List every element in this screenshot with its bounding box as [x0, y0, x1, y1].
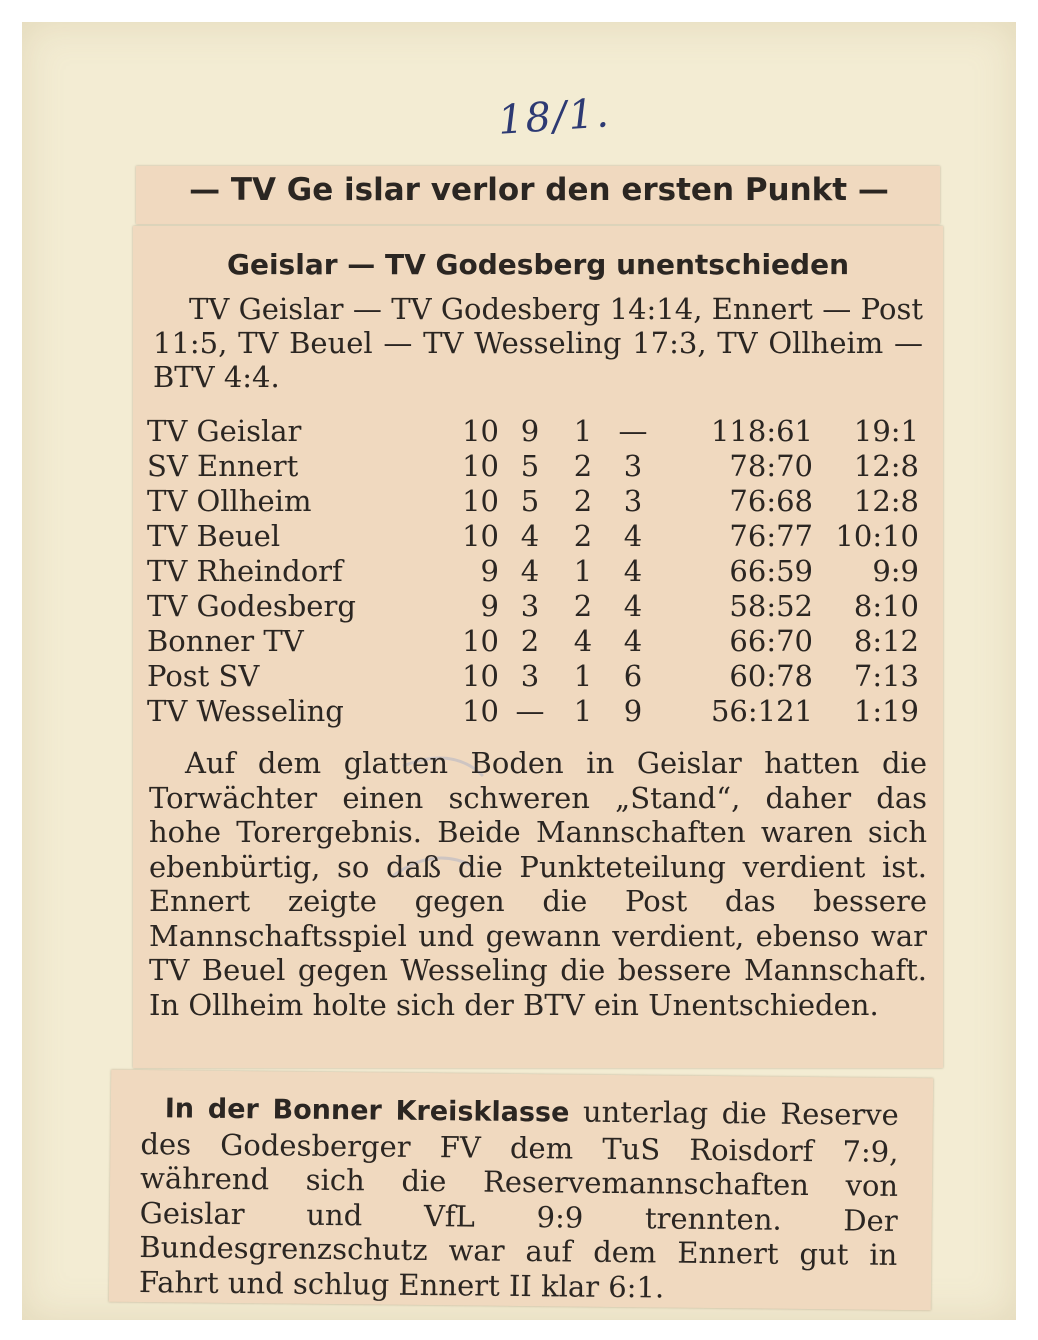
games-played: 10	[462, 484, 499, 518]
games-won: 9	[520, 414, 540, 448]
games-played: 10	[462, 414, 499, 448]
games-played: 10	[462, 519, 499, 553]
games-played: 10	[462, 694, 499, 728]
games-played: 9	[480, 554, 499, 588]
team-name: Post SV	[147, 659, 260, 693]
team-name: TV Beuel	[147, 519, 281, 553]
standings-row	[147, 519, 919, 554]
standings-row	[147, 484, 919, 519]
points-ratio: 7:13	[853, 659, 919, 693]
games-played: 9	[480, 589, 499, 623]
games-lost: —	[618, 414, 648, 448]
games-played: 10	[462, 624, 499, 658]
games-won: 3	[520, 589, 540, 623]
reserve-paragraph	[139, 1090, 899, 1307]
games-drawn: 1	[573, 554, 593, 588]
games-drawn: 1	[573, 659, 593, 693]
standings-table	[147, 414, 919, 729]
standings-row	[147, 589, 919, 624]
points-ratio: 8:12	[853, 624, 919, 658]
games-lost: 3	[623, 449, 643, 483]
standings-row	[147, 414, 919, 449]
games-drawn: 2	[573, 519, 593, 553]
games-drawn: 2	[573, 449, 593, 483]
games-won: 4	[520, 519, 540, 553]
games-lost: 4	[623, 554, 643, 588]
article-subhead: Geislar — TV Godesberg unentschieden	[226, 248, 850, 281]
goal-ratio: 118:61	[710, 414, 813, 448]
report-text: Auf dem glatten Boden in Geislar hatten die Torwächter einen schweren „Stand“, daher das hohe Torergebnis. Beide Mannschaften waren sich ebenbürtig, so daß die Punkteteilung verdient ist. Ennert zeigte gegen die Post das bessere Mannschaftsspiel und gewann verdient, ebenso war TV Beuel gegen Wesseling die bessere Mannschaft. In Ollheim holte sich der BTV ein Unentschieden.	[149, 746, 927, 1022]
goal-ratio: 76:68	[729, 484, 813, 518]
points-ratio: 1:19	[853, 694, 919, 728]
album-page	[22, 22, 1016, 1320]
games-lost: 6	[623, 659, 643, 693]
goal-ratio: 60:78	[729, 659, 813, 693]
points-ratio: 8:10	[853, 589, 919, 623]
standings-row	[147, 659, 919, 694]
team-name: SV Ennert	[147, 449, 299, 483]
points-ratio: 19:1	[853, 414, 919, 448]
games-played: 10	[462, 659, 499, 693]
goal-ratio: 76:77	[729, 519, 813, 553]
games-played: 10	[462, 449, 499, 483]
games-lost: 4	[623, 589, 643, 623]
goal-ratio: 58:52	[729, 589, 813, 623]
points-ratio: 12:8	[853, 484, 919, 518]
games-lost: 3	[623, 484, 643, 518]
goal-ratio: 56:121	[710, 694, 813, 728]
team-name: TV Wesseling	[147, 694, 344, 728]
goal-ratio: 66:70	[729, 624, 813, 658]
results-paragraph	[153, 292, 923, 394]
headline-clipping	[136, 166, 940, 224]
team-name: Bonner TV	[147, 624, 304, 658]
report-paragraph	[149, 746, 927, 1022]
games-drawn: 2	[573, 589, 593, 623]
points-ratio: 12:8	[853, 449, 919, 483]
headline: — TV Ge islar verlor den ersten Punkt —	[189, 172, 889, 208]
team-name: TV Rheindorf	[147, 554, 343, 588]
team-name: TV Godesberg	[147, 589, 356, 623]
goal-ratio: 78:70	[729, 449, 813, 483]
standings-row	[147, 694, 919, 729]
standings-row	[147, 449, 919, 484]
games-won: 4	[520, 554, 540, 588]
games-won: 3	[520, 659, 540, 693]
reserve-lead: In der Bonner Kreisklasse	[164, 1093, 570, 1129]
games-drawn: 1	[573, 414, 593, 448]
games-won: 5	[520, 484, 540, 518]
games-won: 5	[520, 449, 540, 483]
team-name: TV Geislar	[147, 414, 302, 448]
games-drawn: 2	[573, 484, 593, 518]
games-drawn: 4	[573, 624, 593, 658]
reserve-text: unterlag die Reserve des Godesberger FV dem TuS Roisdorf 7:9, während sich die Reservemannschaften von Geislar und VfL 9:9 trennten. Der Bundesgrenzschutz war auf dem Ennert gut in Fahrt und schlug Ennert II klar 6:1.	[138, 1094, 899, 1305]
games-won: 2	[520, 624, 540, 658]
handwritten-date-note: 18/1.	[496, 90, 613, 144]
reserve-article-clipping	[109, 1070, 933, 1311]
points-ratio: 10:10	[835, 519, 919, 553]
goal-ratio: 66:59	[729, 554, 813, 588]
standings-row	[147, 624, 919, 659]
points-ratio: 9:9	[872, 554, 919, 588]
games-drawn: 1	[573, 694, 593, 728]
games-lost: 4	[623, 624, 643, 658]
games-lost: 9	[623, 694, 643, 728]
games-won: —	[515, 694, 545, 728]
standings-row	[147, 554, 919, 589]
results-text: TV Geislar — TV Godesberg 14:14, Ennert — Post 11:5, TV Beuel — TV Wesseling 17:3, TV Ollheim — BTV 4:4.	[153, 292, 923, 394]
team-name: TV Ollheim	[147, 484, 312, 518]
main-article-clipping	[133, 226, 943, 1068]
games-lost: 4	[623, 519, 643, 553]
